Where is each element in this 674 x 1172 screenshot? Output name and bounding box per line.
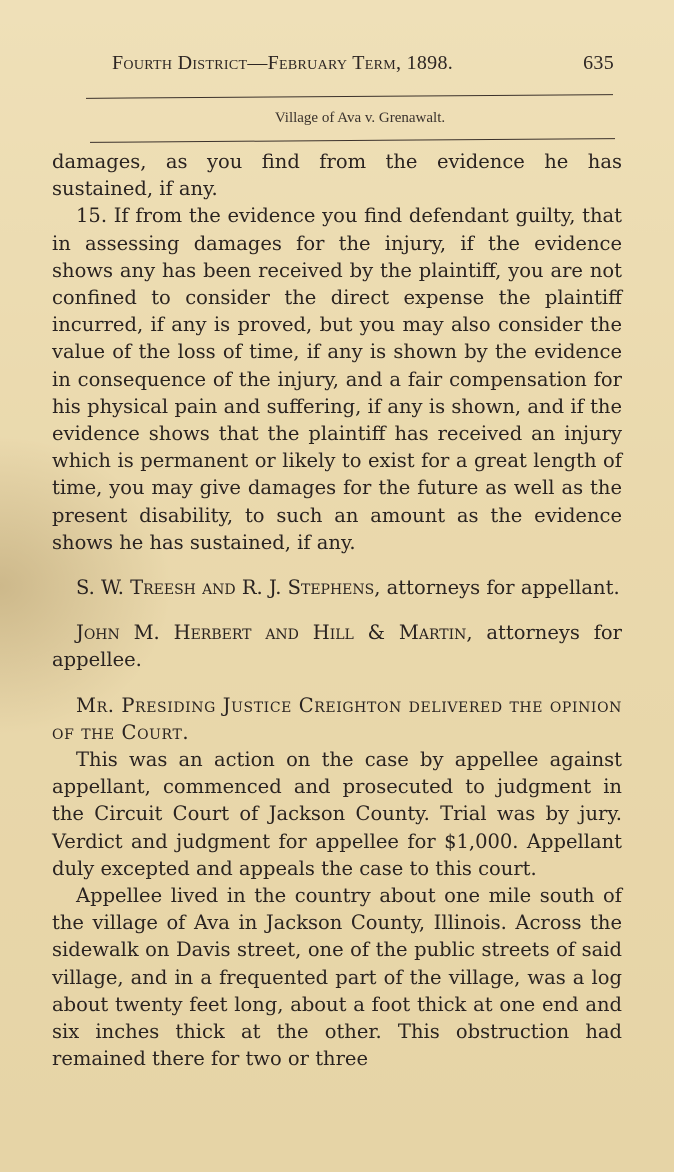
paragraph-facts: Appellee lived in the country about one mile south of the village of Ava in Jackson County, Illinois. Across the sidewalk on Davis street, one of the public streets of said village, and in a frequented part of the village, was a log about twenty feet long, about a foot thick at one end and six inches thick at the other. This obstruction had remained there for two or three [52, 884, 622, 1071]
counsel-appellant [52, 574, 622, 601]
paragraph-instruction-15: 15. If from the evidence you find defendant guilty, that in assessing damages for the injury, if the evidence shows any has been received by the plaintiff, you are not confined to consider the direct expense the plaintiff incurred, if any is proved, but you may also consider the value of the loss of time, if any is shown by the evidence in consequence of the injury, and a fair compensation for his physical pain and suffering, if any is shown, and if the evidence shows that the plaintiff has received an injury which is permanent or likely to exist for a great length of time, you may give damages for the future as well as the present disability, to such an amount as the evidence shows he has sustained, if any. [52, 204, 622, 554]
running-title: Fourth District—February Term, 1898. [112, 52, 454, 74]
body-text [52, 148, 622, 1073]
counsel-appellee-role: attorneys for appellee. [52, 621, 622, 672]
header-rule [86, 94, 613, 99]
running-head [112, 52, 622, 75]
opinion-heading: Mr. Presiding Justice Creighton delivered the opinion of the Court. [52, 693, 622, 744]
counsel-appellee-names: John M. Herbert and Hill & Martin, [76, 621, 473, 645]
counsel-appellant-role: attorneys for appellant. [386, 576, 620, 600]
paragraph-damages-end: damages, as you find from the evidence he has sustained, if any. [52, 150, 622, 201]
caption-rule [90, 138, 615, 143]
case-caption [0, 110, 674, 127]
case-caption-text: Village of Ava v. Grenawalt. [274, 110, 446, 126]
page-number: 635 [583, 52, 614, 74]
counsel-appellant-names: S. W. Treesh and R. J. Stephens, [76, 576, 381, 600]
paragraph-action: This was an action on the case by appellee against appellant, commenced and prosecuted to judgment in the Circuit Court of Jackson County. Trial was by jury. Verdict and judgment for appellee for $1,000. Appellant duly excepted and appeals the case to this court. [52, 748, 622, 880]
counsel-appellee [52, 619, 622, 673]
